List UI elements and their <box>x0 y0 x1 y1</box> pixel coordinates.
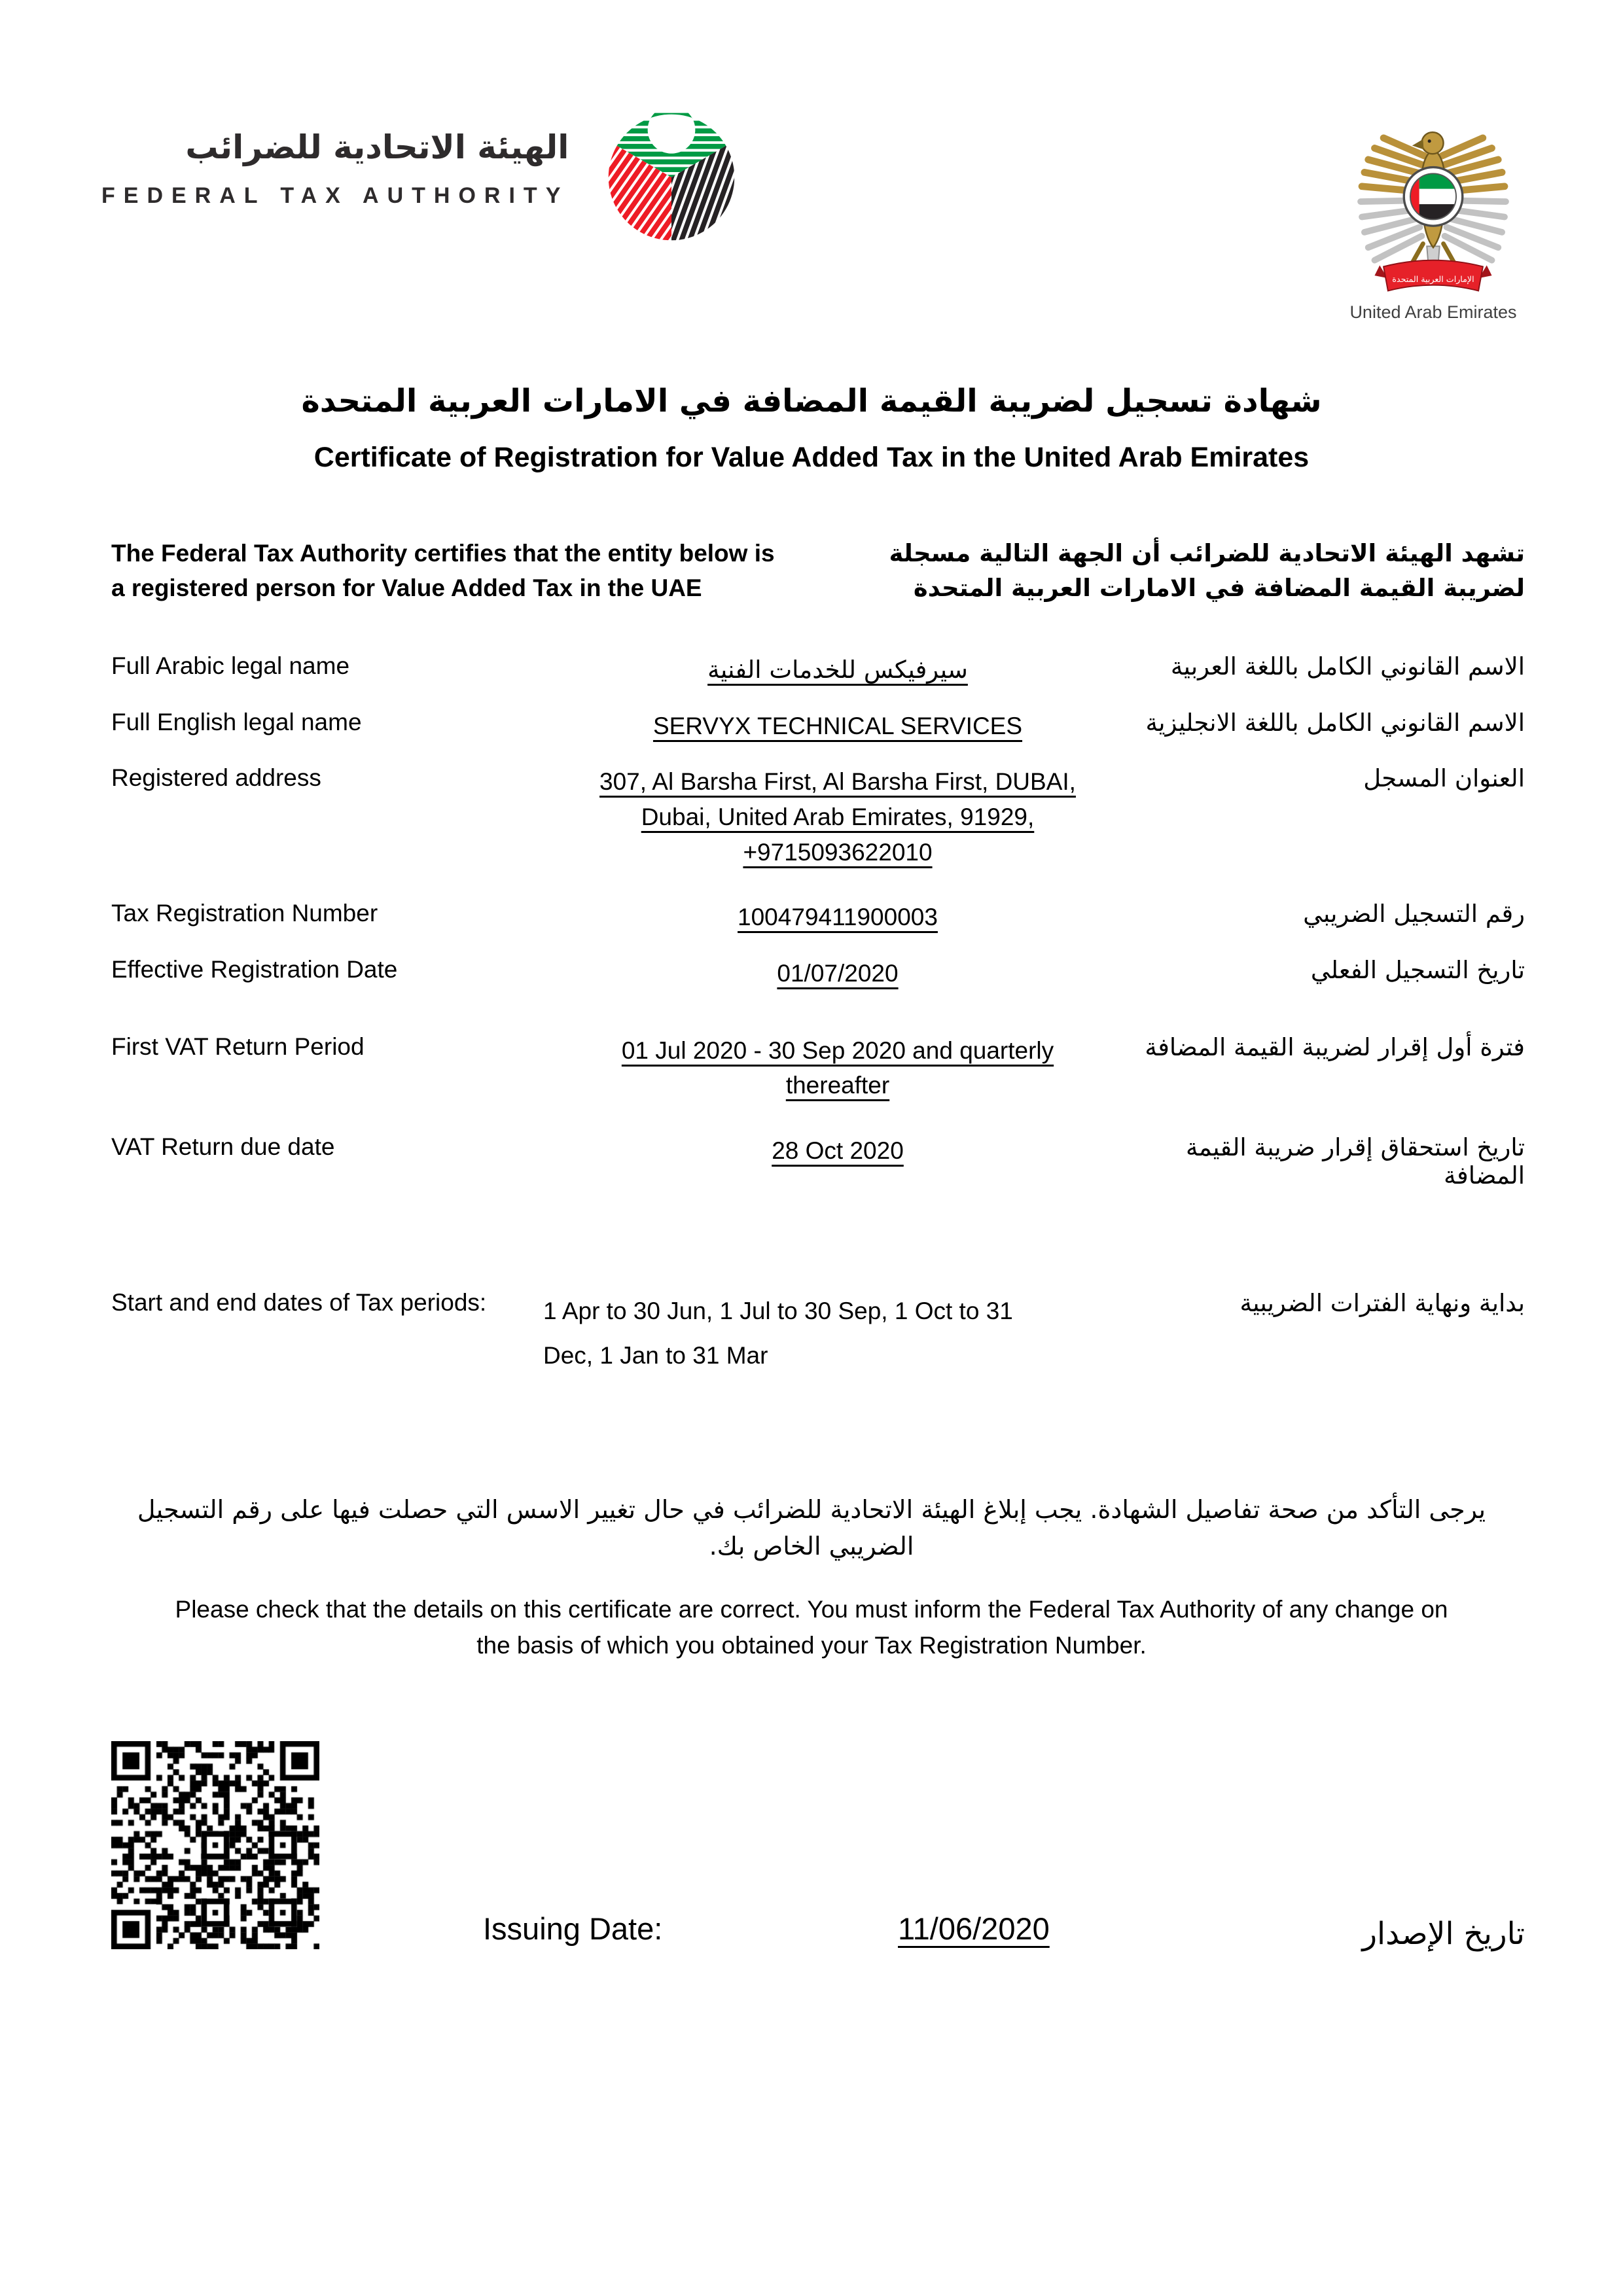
field-value: 1 Apr to 30 Jun, 1 Jul to 30 Sep, 1 Oct to 31 Dec, 1 Jan to 31 Mar <box>543 1297 1013 1369</box>
fta-logo-text <box>101 110 569 209</box>
field-label-arabic: رقم التسجيل الضريبي <box>1303 900 1525 928</box>
field-label-arabic: تاريخ التسجيل الفعلي <box>1310 955 1525 984</box>
footer <box>0 1741 1623 1957</box>
field-label-arabic: بداية ونهاية الفترات الضريبية <box>1240 1288 1525 1317</box>
emblem-banner-text: الإمارات العربية المتحدة <box>1392 274 1474 284</box>
field-value: 28 Oct 2020 <box>772 1137 904 1164</box>
certificate-fields <box>111 652 1525 1379</box>
field-row-registered-address <box>111 764 1525 870</box>
field-value: 01/07/2020 <box>777 959 899 987</box>
field-row-tax-period-dates <box>111 1289 1525 1379</box>
fta-logo-english-wordmark: FEDERAL TAX AUTHORITY <box>101 183 569 208</box>
title-block <box>0 383 1623 474</box>
field-row-tax-registration-number <box>111 900 1525 935</box>
header <box>0 0 1623 323</box>
issuing-date-label: Issuing Date: <box>483 1911 663 1946</box>
field-label: VAT Return due date <box>111 1133 335 1160</box>
issuing-date-label-arabic: تاريخ الإصدار <box>1362 1915 1525 1952</box>
certificate-title-english: Certificate of Registration for Value Added Tax in the United Arab Emirates <box>313 442 1310 473</box>
field-value: 307, Al Barsha First, Al Barsha First, DUBAI, Dubai, United Arab Emirates, 91929, +9715093622010 <box>599 768 1076 866</box>
field-value: 01 Jul 2020 - 30 Sep 2020 and quarterly thereafter <box>621 1036 1054 1099</box>
field-label: First VAT Return Period <box>111 1033 365 1060</box>
field-value: سيرفيكس للخدمات الفنية <box>707 656 968 684</box>
certifying-statement <box>111 537 1525 605</box>
field-label: Start and end dates of Tax periods: <box>111 1288 487 1316</box>
qr-code <box>111 1741 319 1949</box>
field-label: Tax Registration Number <box>111 900 378 927</box>
field-row-arabic-legal-name <box>111 652 1525 688</box>
field-value: SERVYX TECHNICAL SERVICES <box>652 712 1023 739</box>
field-row-effective-registration-date <box>111 956 1525 991</box>
field-label-arabic: الاسم القانوني الكامل باللغة العربية <box>1170 652 1525 681</box>
fta-roundel-icon <box>600 106 743 252</box>
fta-logo <box>101 110 743 252</box>
field-label: Full English legal name <box>111 708 362 735</box>
note-arabic: يرجى التأكد من صحة تفاصيل الشهادة. يجب إبلاغ الهيئة الاتحادية للضرائب في حال تغيير الاسس التي حصلت فيها على رقم التسجيل الضريبي الخاص بك. <box>137 1494 1486 1561</box>
fta-logo-arabic-wordmark: الهيئة الاتحادية للضرائب <box>185 128 569 166</box>
field-label: Registered address <box>111 764 321 792</box>
field-label-arabic: العنوان المسجل <box>1363 764 1525 793</box>
uae-emblem <box>1342 110 1525 323</box>
emblem-caption: United Arab Emirates <box>1349 302 1517 322</box>
statement-arabic: تشهد الهيئة الاتحادية للضرائب أن الجهة التالية مسجلة لضريبة القيمة المضافة في الامارات العربية المتحدة <box>889 539 1525 602</box>
field-label: Effective Registration Date <box>111 955 398 983</box>
field-value: 100479411900003 <box>738 904 938 931</box>
field-label-arabic: الاسم القانوني الكامل باللغة الانجليزية <box>1145 708 1525 737</box>
statement-english: The Federal Tax Authority certifies that the entity below is a registered person for Value Added Tax in the UAE <box>111 540 775 601</box>
note-english: Please check that the details on this certificate are correct. You must inform the Federal Tax Authority of any change on the basis of which you obtained your Tax Registration Number. <box>175 1596 1448 1659</box>
certificate-title-arabic: شهادة تسجيل لضريبة القيمة المضافة في الامارات العربية المتحدة <box>301 383 1322 419</box>
field-row-first-vat-return-period <box>111 1033 1525 1103</box>
field-label: Full Arabic legal name <box>111 652 350 680</box>
issuing-date-value: 11/06/2020 <box>898 1911 1050 1946</box>
field-label-arabic: فترة أول إقرار لضريبة القيمة المضافة <box>1145 1033 1525 1061</box>
field-row-vat-return-due-date <box>111 1133 1525 1190</box>
field-row-english-legal-name <box>111 709 1525 744</box>
field-label-arabic: تاريخ استحقاق إقرار ضريبة القيمة المضافة <box>1185 1133 1525 1190</box>
